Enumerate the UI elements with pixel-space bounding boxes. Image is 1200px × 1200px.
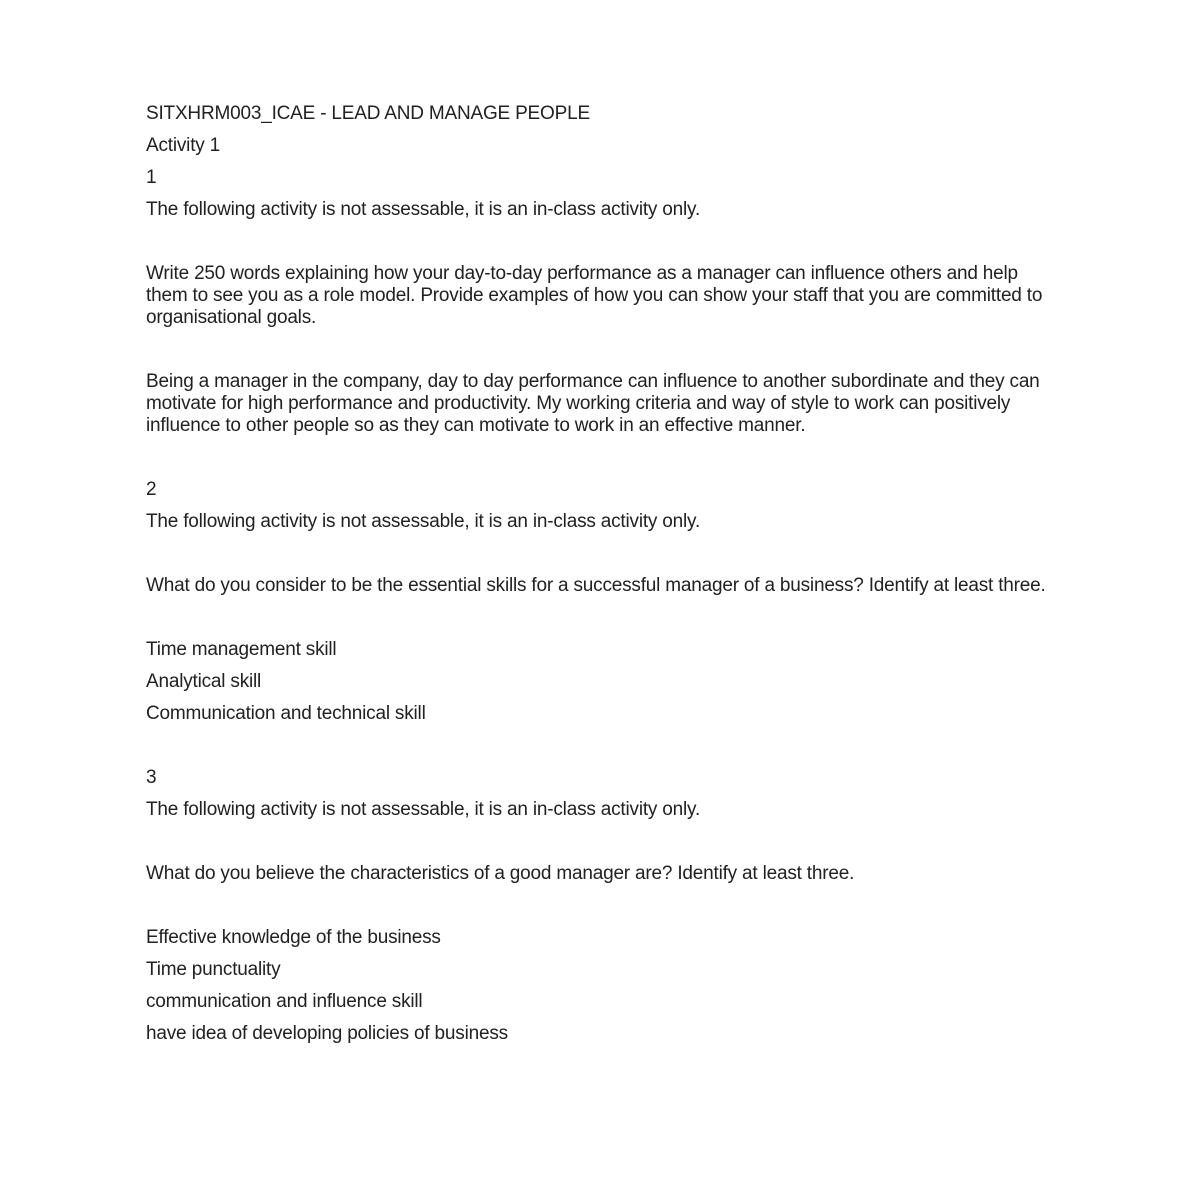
question-number-2: 2 [146,479,157,500]
not-assessable-note-3: The following activity is not assessable, it is an in-class activity only. [146,799,701,820]
answer-3-item-4: have idea of developing policies of business [146,1023,508,1044]
question-1-text: Write 250 words explaining how your day-to-day performance as a manager can influence others and help them to see you as a role model. Provide examples of how you can show your staff that you are committed to organisational goals. [146,263,1043,328]
question-number-3: 3 [146,767,157,788]
question-number-1: 1 [146,167,157,188]
answer-3-item-2: Time punctuality [146,959,281,980]
document-title: SITXHRM003_ICAE - LEAD AND MANAGE PEOPLE [146,103,590,124]
document-body [146,103,1054,1055]
activity-1-label: Activity 1 [146,135,221,156]
not-assessable-note-2: The following activity is not assessable, it is an in-class activity only. [146,511,701,532]
answer-2-item-3: Communication and technical skill [146,703,426,724]
answer-3-item-3: communication and influence skill [146,991,423,1012]
question-3-text: What do you believe the characteristics of a good manager are? Identify at least three. [146,863,855,884]
answer-2-item-1: Time management skill [146,639,337,660]
question-2-text: What do you consider to be the essential skills for a successful manager of a business? Identify at least three. [146,575,1046,596]
answer-2-item-2: Analytical skill [146,671,262,692]
not-assessable-note-1: The following activity is not assessable, it is an in-class activity only. [146,199,701,220]
answer-3-item-1: Effective knowledge of the business [146,927,441,948]
answer-1-text: Being a manager in the company, day to day performance can influence to another subordinate and they can motivate for high performance and productivity. My working criteria and way of style to work can positively influence to other people so as they can motivate to work in an effective manner. [146,371,1040,436]
